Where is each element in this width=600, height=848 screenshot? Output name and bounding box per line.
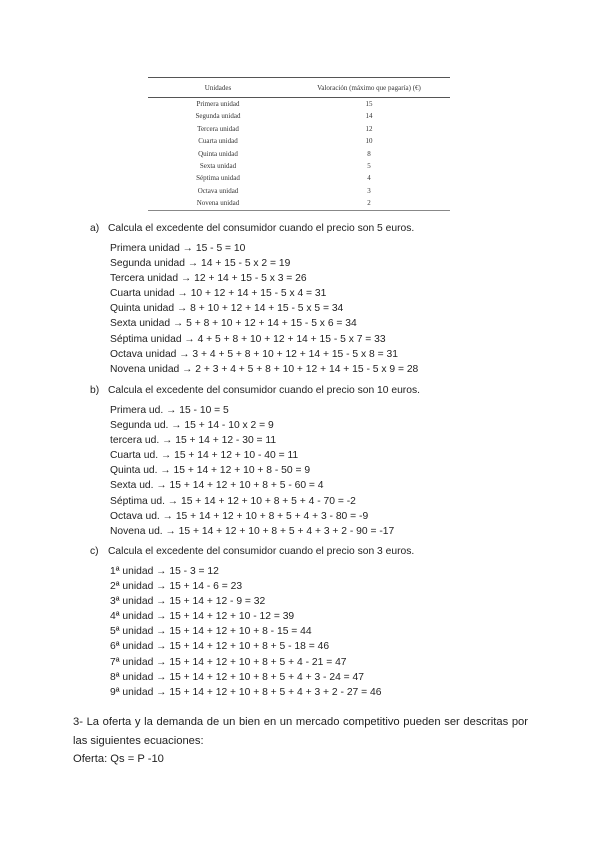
answer-line: 9ª unidad → 15 + 14 + 12 + 10 + 8 + 5 + 4 + 3 + 2 - 27 = 46 bbox=[110, 686, 382, 698]
table-row bbox=[148, 185, 450, 197]
answer-line: Séptima ud. → 15 + 14 + 12 + 10 + 8 + 5 + 4 - 70 = -2 bbox=[110, 495, 356, 507]
answer-line: 3ª unidad → 15 + 14 + 12 - 9 = 32 bbox=[110, 596, 266, 608]
answer-line: Sexta unidad → 5 + 8 + 10 + 12 + 14 + 15 - 5 x 6 = 34 bbox=[110, 318, 357, 330]
table-row bbox=[148, 160, 450, 172]
answer-line: Primera unidad → 15 - 5 = 10 bbox=[110, 243, 246, 254]
table-cell-unit: Tercera unidad bbox=[197, 124, 239, 133]
answer-line: Primera ud. → 15 - 10 = 5 bbox=[110, 405, 229, 416]
answer-line: Cuarta ud. → 15 + 14 + 12 + 10 - 40 = 11 bbox=[110, 450, 299, 462]
table-cell-value: 8 bbox=[367, 149, 371, 158]
table-row bbox=[148, 197, 450, 210]
answer-line: Octava unidad → 3 + 4 + 5 + 8 + 10 + 12 + 14 + 15 - 5 x 8 = 31 bbox=[110, 348, 398, 360]
question-b bbox=[88, 383, 420, 399]
answer-line: Séptima unidad → 4 + 5 + 8 + 10 + 12 + 14 + 15 - 5 x 7 = 33 bbox=[110, 333, 386, 345]
section-b bbox=[88, 383, 420, 539]
answer-line: 4ª unidad → 15 + 14 + 12 + 10 - 12 = 39 bbox=[110, 611, 295, 623]
table-row bbox=[148, 110, 450, 122]
table-cell-value: 3 bbox=[367, 186, 371, 195]
question-c bbox=[88, 544, 415, 560]
question-text: Calcula el excedente del consumidor cuando el precio son 5 euros. bbox=[108, 223, 415, 234]
question-marker: b) bbox=[90, 385, 100, 396]
table-cell-unit: Séptima unidad bbox=[196, 174, 240, 183]
table-cell-value: 2 bbox=[288, 197, 450, 210]
table-row bbox=[148, 172, 450, 184]
valuation-table bbox=[148, 77, 450, 211]
answer-lines-c bbox=[110, 564, 381, 700]
table-cell-unit: Novena unidad bbox=[148, 197, 288, 210]
table-cell-unit: Sexta unidad bbox=[199, 162, 237, 171]
answer-line: Cuarta unidad → 10 + 12 + 14 + 15 - 5 x 4 = 31 bbox=[110, 288, 327, 300]
table-cell-value: 10 bbox=[365, 137, 373, 146]
answer-line: 7ª unidad → 15 + 14 + 12 + 10 + 8 + 5 + 4 - 21 = 47 bbox=[110, 656, 347, 668]
answer-line: Tercera unidad → 12 + 14 + 15 - 5 x 3 = 26 bbox=[110, 273, 307, 285]
answer-line: Novena unidad → 2 + 3 + 4 + 5 + 8 + 10 + 12 + 14 + 15 - 5 x 9 = 28 bbox=[110, 363, 419, 375]
answer-line: Novena ud. → 15 + 14 + 12 + 10 + 8 + 5 + 4 + 3 + 2 - 90 = -17 bbox=[110, 525, 395, 537]
answer-lines-a bbox=[110, 241, 418, 377]
table-cell-unit: Octava unidad bbox=[197, 186, 239, 195]
answer-line: Quinta unidad → 8 + 10 + 12 + 14 + 15 - 5 x 5 = 34 bbox=[110, 303, 344, 315]
answer-line: 2ª unidad → 15 + 14 - 6 = 23 bbox=[110, 581, 243, 593]
table-cell-unit: Primera unidad bbox=[196, 100, 240, 108]
table-row bbox=[148, 98, 450, 111]
question-text: Calcula el excedente del consumidor cuando el precio son 10 euros. bbox=[108, 385, 420, 396]
supply-equation: Oferta: Qs = P -10 bbox=[73, 753, 164, 765]
answer-line: 5ª unidad → 15 + 14 + 12 + 10 + 8 - 15 = 44 bbox=[110, 626, 312, 638]
answer-line: Segunda ud. → 15 + 14 - 10 x 2 = 9 bbox=[110, 420, 274, 432]
table-cell-unit: Quinta unidad bbox=[198, 149, 238, 158]
table-cell-value: 5 bbox=[367, 162, 371, 171]
exercise-3-statement: 3- La oferta y la demanda de un bien en un mercado competitivo pueden ser descritas por las siguientes ecuaciones: bbox=[73, 716, 528, 747]
table-cell-value: 14 bbox=[365, 112, 373, 121]
answer-line: tercera ud. → 15 + 14 + 12 - 30 = 11 bbox=[110, 435, 277, 447]
table-cell-unit: Cuarta unidad bbox=[198, 137, 238, 146]
table-row bbox=[148, 135, 450, 147]
question-marker: c) bbox=[90, 546, 99, 557]
table-cell-value: 12 bbox=[365, 124, 373, 133]
table-header-row bbox=[148, 78, 450, 98]
answer-line: 1ª unidad → 15 - 3 = 12 bbox=[110, 566, 219, 577]
table-cell-value: 15 bbox=[365, 100, 373, 108]
table-header-valuation: Valoración (máximo que pagaría) (€) bbox=[288, 78, 450, 98]
question-a bbox=[88, 221, 418, 237]
question-text: Calcula el excedente del consumidor cuando el precio son 3 euros. bbox=[108, 546, 415, 557]
question-marker: a) bbox=[90, 223, 100, 234]
table-row bbox=[148, 123, 450, 135]
section-a bbox=[88, 221, 418, 377]
answer-lines-b bbox=[110, 403, 394, 539]
section-c bbox=[88, 544, 415, 700]
answer-line: 8ª unidad → 15 + 14 + 12 + 10 + 8 + 5 + 4 + 3 - 24 = 47 bbox=[110, 671, 364, 683]
answer-line: Segunda unidad → 14 + 15 - 5 x 2 = 19 bbox=[110, 258, 291, 270]
answer-line: 6ª unidad → 15 + 14 + 12 + 10 + 8 + 5 - 18 = 46 bbox=[110, 641, 330, 653]
answer-line: Quinta ud. → 15 + 14 + 12 + 10 + 8 - 50 = 9 bbox=[110, 465, 311, 477]
table-cell-value: 4 bbox=[367, 174, 371, 183]
table-row bbox=[148, 148, 450, 160]
answer-line: Octava ud. → 15 + 14 + 12 + 10 + 8 + 5 + 4 + 3 - 80 = -9 bbox=[110, 510, 369, 522]
table-cell-unit: Segunda unidad bbox=[195, 112, 241, 121]
answer-line: Sexta ud. → 15 + 14 + 12 + 10 + 8 + 5 - 60 = 4 bbox=[110, 480, 324, 492]
table-header-units: Unidades bbox=[148, 78, 288, 98]
